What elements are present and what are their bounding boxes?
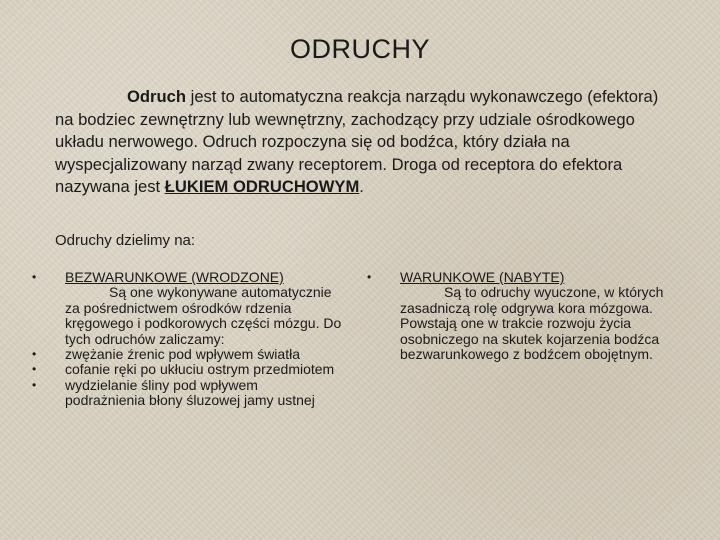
intro-paragraph: [55, 86, 675, 199]
unconditioned-description-text: Są one wykonywane automatycznie za pośrednictwem ośrodków rdzenia kręgowego i podkorowych części mózgu. Do tych odruchów zaliczamy:: [65, 284, 342, 347]
intro-emphasis: ŁUKIEM ODRUCHOWYM: [164, 177, 360, 196]
unconditioned-description: [65, 285, 342, 347]
bullet-icon: •: [32, 347, 37, 362]
example-text: zwężanie źrenic pod wpływem światła: [65, 346, 300, 363]
intro-text-end: .: [359, 177, 364, 196]
list-item: [32, 347, 342, 362]
unconditioned-heading: BEZWARUNKOWE (WRODZONE): [65, 269, 284, 285]
intro-bold-word: Odruch: [127, 87, 187, 106]
bullet-icon: •: [32, 270, 37, 284]
list-item: [32, 270, 342, 347]
conditioned-description-text: Są to odruchy wyuczone, w których zasadniczą rolę odgrywa kora mózgowa. Powstają one w trakcie rozwoju życia osobniczego na skutek kojarzenia bodźca bezwarunkowego z bodźcem obojętnym.: [400, 284, 664, 363]
conditioned-heading: WARUNKOWE (NABYTE): [400, 269, 565, 285]
list-item: [32, 378, 342, 409]
bullet-icon: •: [32, 377, 37, 392]
example-text: wydzielanie śliny pod wpływem podrażnienia błony śluzowej jamy ustnej: [65, 376, 315, 409]
example-text: cofanie ręki po ukłuciu ostrym przedmiotem: [65, 361, 335, 378]
right-column: [367, 270, 677, 362]
subheading: Odruchy dzielimy na:: [55, 232, 196, 249]
list-item: [32, 362, 342, 377]
intro-text: jest to automatyczna reakcja narządu wykonawczego (efektora) na bodziec zewnętrzny lub wewnętrzny, zachodzący przy udziale ośrodkowego układu nerwowego. Odruch rozpoczyna się od bodźca, który działa na wyspecjalizowany narząd zwany receptorem. Droga od receptora do efektora nazywana jest: [55, 87, 659, 196]
conditioned-description: [400, 285, 677, 362]
left-column: [32, 270, 342, 409]
right-list: [367, 270, 677, 362]
bullet-icon: •: [32, 362, 37, 377]
bullet-icon: •: [367, 270, 372, 284]
left-list: [32, 270, 342, 409]
list-item: [367, 270, 677, 362]
slide-title: ODRUCHY: [289, 34, 430, 64]
